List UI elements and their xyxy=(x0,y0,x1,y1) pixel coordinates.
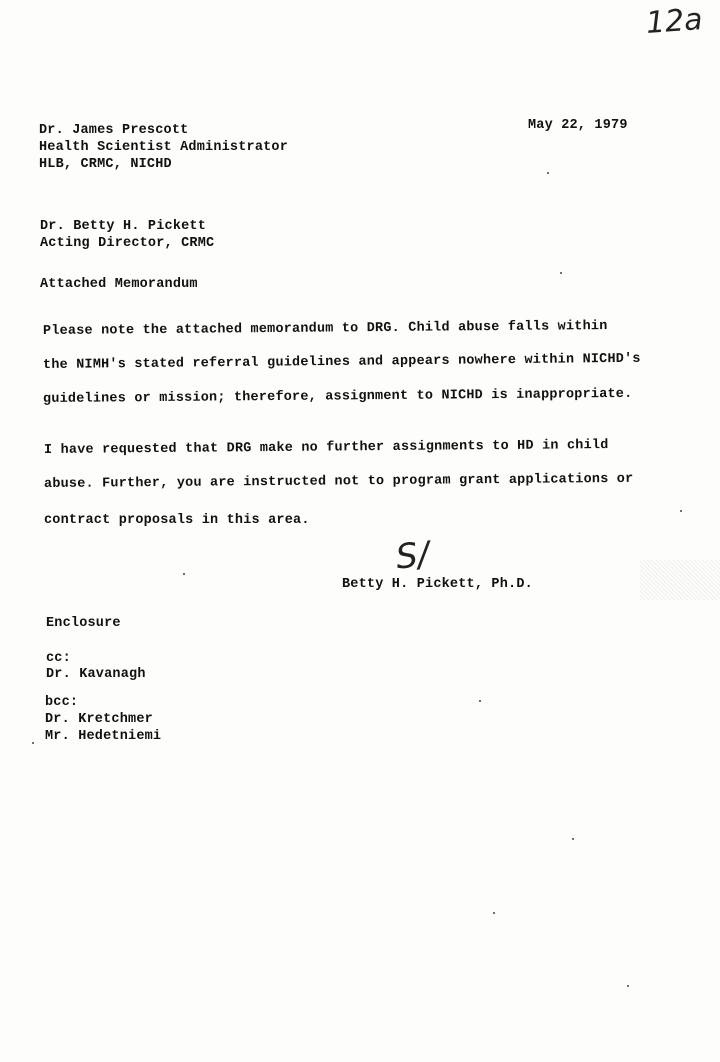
paragraph-1-line-3: guidelines or mission; therefore, assignment to NICHD is inappropriate. xyxy=(42,386,633,407)
subject-line: Attached Memorandum xyxy=(40,277,198,292)
scan-speck xyxy=(493,912,495,914)
scan-speck xyxy=(560,272,562,274)
scan-speck xyxy=(680,510,682,512)
from-name: Dr. Betty H. Pickett xyxy=(40,219,207,234)
scan-speck xyxy=(479,700,481,702)
signature-name: Betty H. Pickett, Ph.D. xyxy=(342,577,533,592)
to-title: Health Scientist Administrator xyxy=(39,140,289,155)
paragraph-1-line-2: the NIMH's stated referral guidelines and appears nowhere within NICHD's xyxy=(42,351,641,373)
bcc-name-kretchmer: Dr. Kretchmer xyxy=(45,712,153,727)
cc-label: cc: xyxy=(46,651,71,666)
to-name: Dr. James Prescott xyxy=(39,123,189,138)
to-office: HLB, CRMC, NICHD xyxy=(39,157,172,172)
cc-name-kavanagh: Dr. Kavanagh xyxy=(46,667,146,682)
paragraph-2-line-1: I have requested that DRG make no further assignments to HD in child xyxy=(43,438,609,458)
scan-speck xyxy=(627,985,629,987)
page-number-mark: 12a xyxy=(644,2,704,41)
bcc-label: bcc: xyxy=(45,695,79,710)
scan-speck xyxy=(32,742,34,744)
paragraph-2-line-3: contract proposals in this area. xyxy=(44,513,310,528)
scan-speck xyxy=(572,838,574,840)
paragraph-2-line-2: abuse. Further, you are instructed not to program grant applications or xyxy=(43,471,634,492)
enclosure-label: Enclosure xyxy=(46,616,121,631)
memo-date: May 22, 1979 xyxy=(528,118,628,133)
scan-speck xyxy=(547,172,549,174)
bcc-name-hedetniemi: Mr. Hedetniemi xyxy=(45,729,162,744)
from-title: Acting Director, CRMC xyxy=(40,236,215,251)
paragraph-1-line-1: Please note the attached memorandum to DRG. Child abuse falls within xyxy=(42,319,608,339)
signature-mark: S/ xyxy=(393,534,432,578)
scan-speck xyxy=(183,573,185,575)
scan-noise xyxy=(640,560,720,600)
